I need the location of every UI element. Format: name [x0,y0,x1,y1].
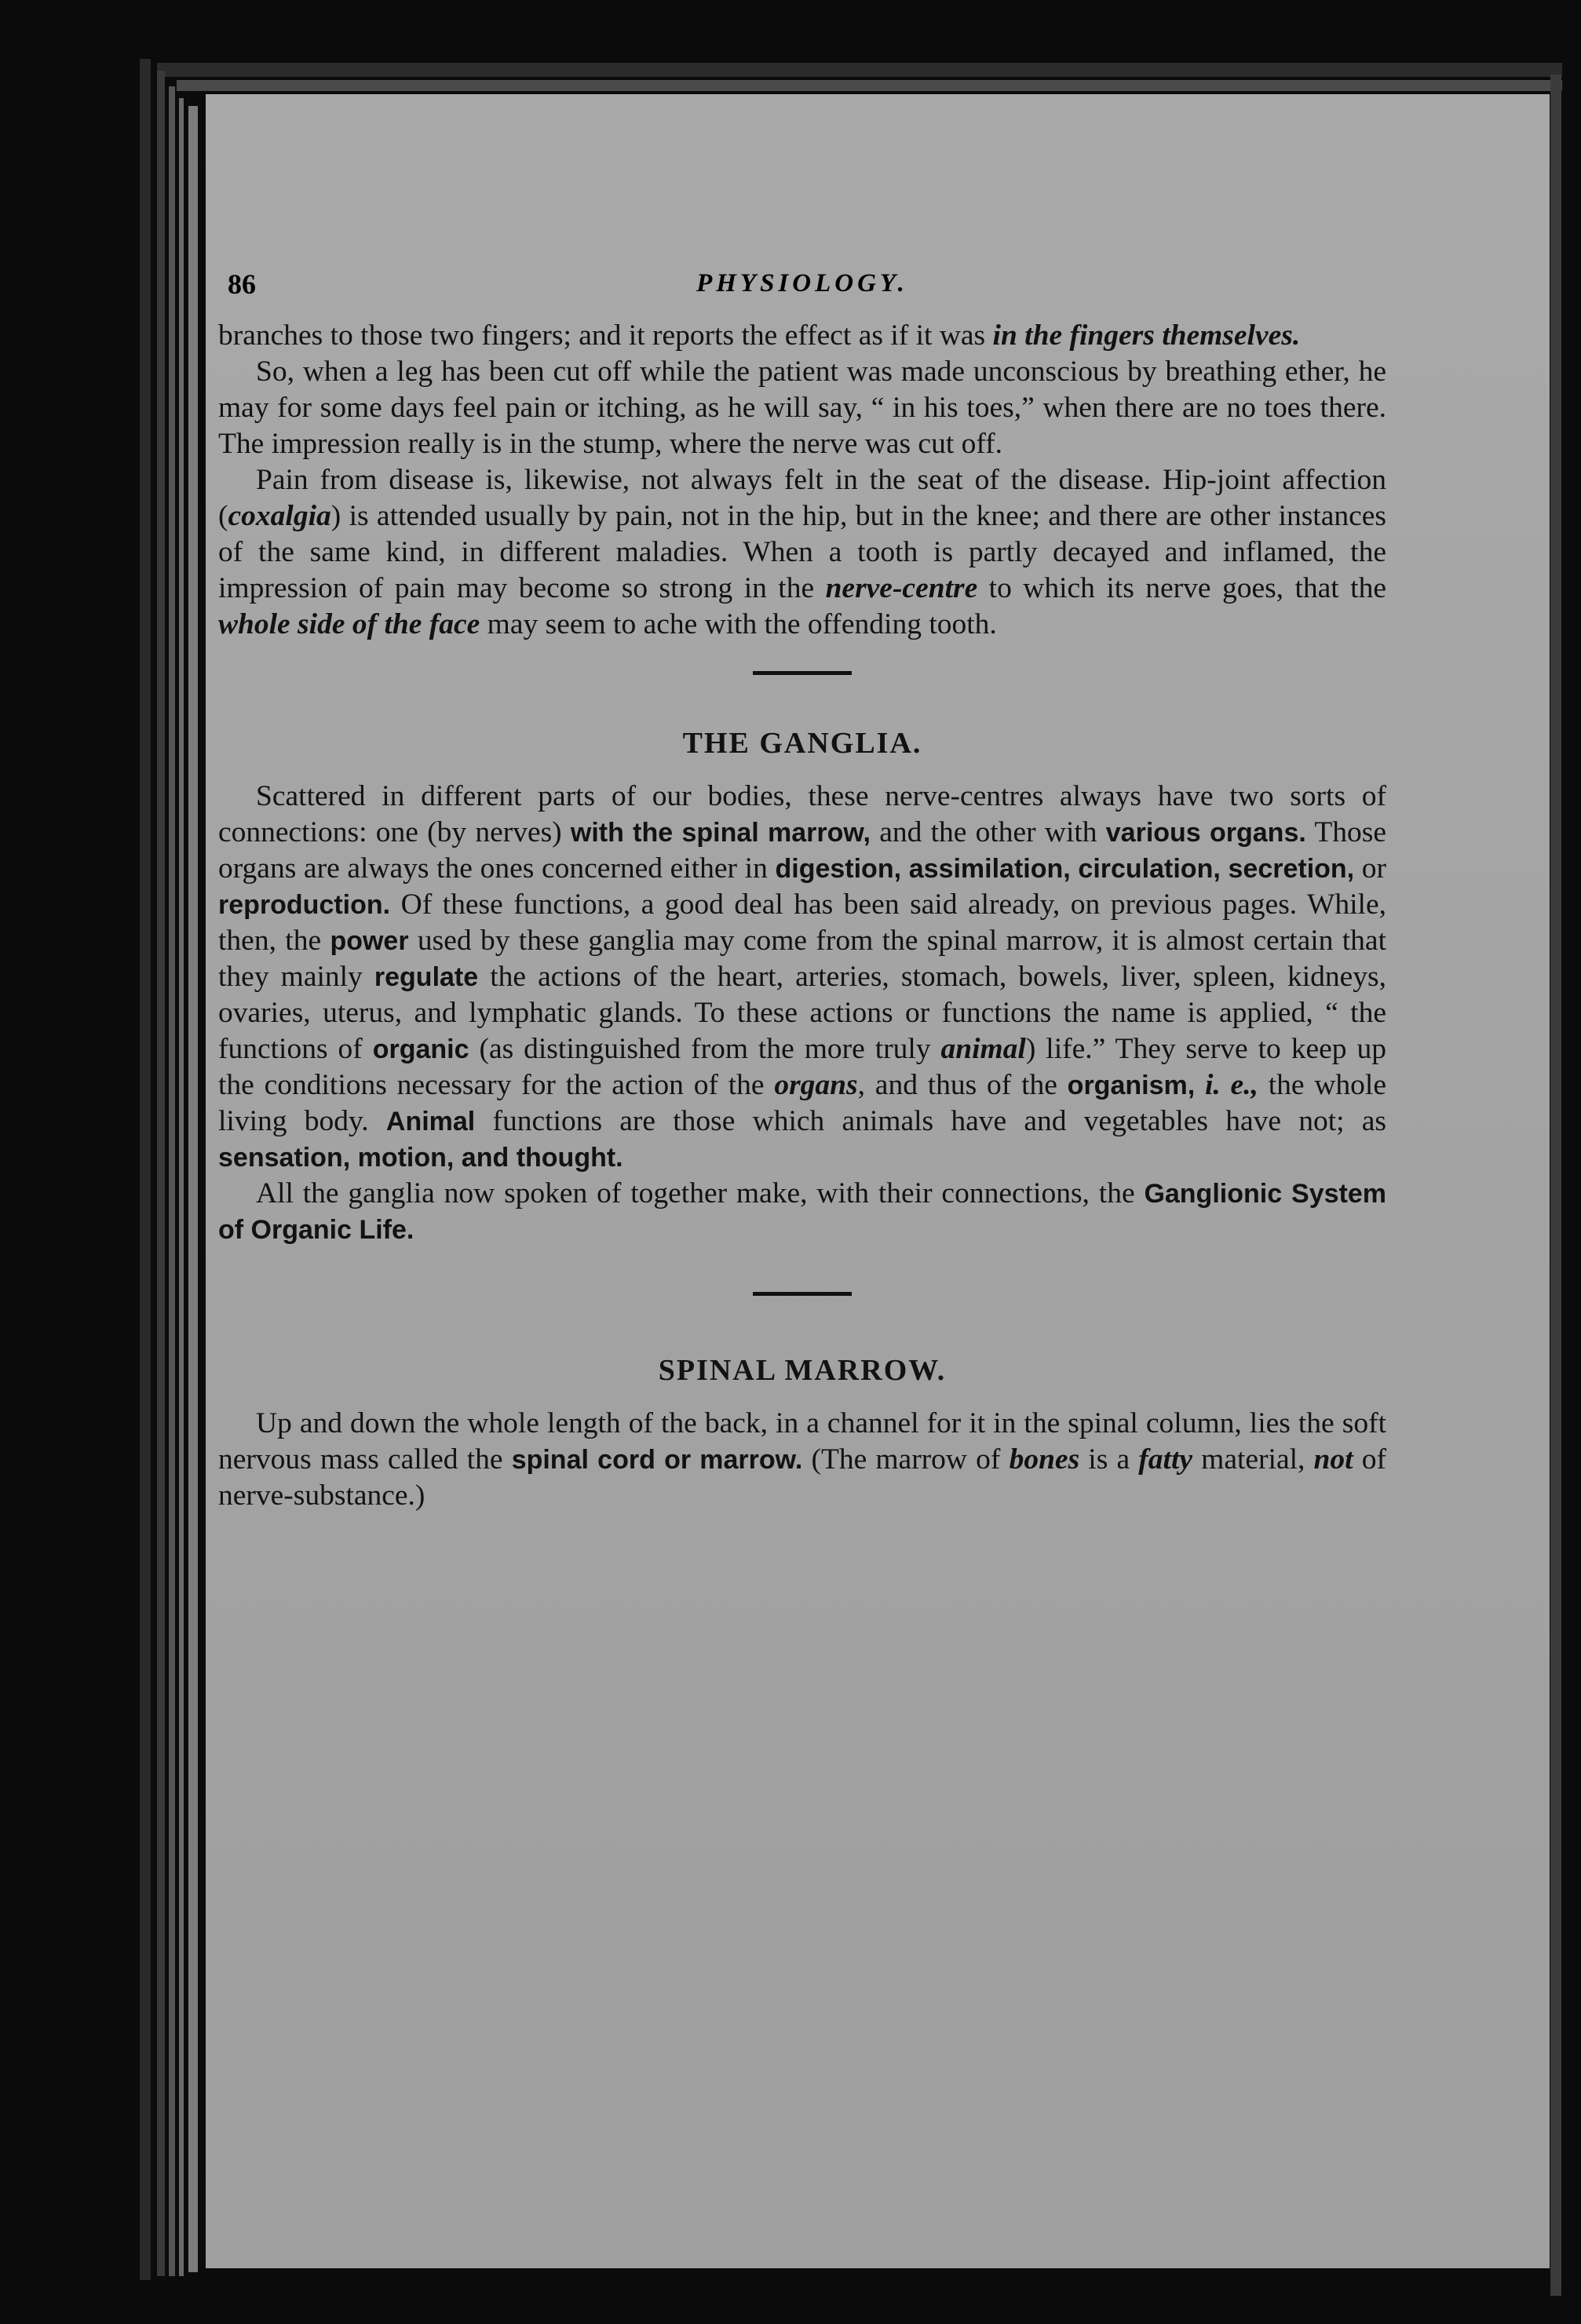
text-run: the actions of the heart, arteries, stomach, bowels, liver, spleen, kidneys, ovaries, uterus, and lymphatic glands. To these actions or functions the name is applied, “ the functions of [218,961,1386,1065]
bold-term: Ganglionic System of Organic Life. [218,1179,1386,1245]
emphasis: bones [1009,1443,1080,1476]
emphasis: animal [940,1033,1026,1065]
bold-term: reproduction. [218,890,391,920]
bold-term: power [330,926,409,956]
text-run: Scattered in different parts of our bodies, these nerve-centres always have two sorts of connections: one (by nerves) [218,780,1386,848]
book-edge-top [157,63,1562,77]
text-run: Those organs are always the ones concerned either in [218,816,1386,885]
emphasis: organs [774,1069,858,1101]
emphasis: fatty [1138,1443,1193,1476]
text-run: All the ganglia now spoken of together make, with their connections, the [256,1177,1145,1209]
text-run: to which its nerve goes, that the [977,572,1386,604]
paragraph: So, when a leg has been cut off while the patient was made unconscious by breathing ether, he may for some days feel pain or itching, as he will say, “ in his toes,” when there are no toes there. The impression really is in the stump, where the nerve was cut off. [218,356,1386,460]
text-run: or [1354,852,1387,885]
text-run: (The marrow of [802,1443,1010,1476]
text-run: material, [1192,1443,1314,1476]
bold-term: spinal cord or marrow. [511,1445,803,1475]
paragraph [218,779,1386,1176]
text-run: may seem to ache with the offending tooth. [480,608,997,640]
bold-term: regulate [374,962,479,992]
text-run: is a [1079,1443,1139,1476]
bold-term: with the spinal marrow, [570,818,871,848]
book-edge-left [188,106,198,2272]
section-heading: SPINAL MARROW. [658,1354,947,1387]
paragraph [218,1176,1386,1248]
paragraph [218,318,1386,354]
text-run: the whole living body. [218,1069,1386,1137]
text-run: of nerve-substance.) [218,1443,1386,1512]
bold-term: organism, [1067,1071,1196,1100]
emphasis: whole side of the face [218,608,480,640]
book-edge-left [179,98,184,2276]
bold-term: organic [372,1034,469,1064]
emphasis: not [1313,1443,1353,1476]
text-run: Pain from disease is, likewise, not always felt in the seat of the disease. Hip-joint affection ( [218,464,1386,532]
text-run: used by these ganglia may come from the spinal marrow, it is almost certain that they mainly [218,925,1386,993]
bold-term: digestion, assimilation, circulation, secretion, [775,854,1355,884]
text-run: branches to those two fingers; and it reports the effect as if it was [218,319,993,352]
emphasis: in the fingers themselves. [992,319,1301,352]
text-run: and the other with [871,816,1106,848]
emphasis: i. e., [1195,1069,1258,1101]
bold-term: various organs. [1105,818,1306,848]
page-number: 86 [228,268,256,300]
book-edge-left [140,59,151,2280]
paragraph [218,1406,1386,1514]
section-heading: THE GANGLIA. [682,727,922,760]
page-body [218,318,1386,1514]
book-edge-top-inner [177,80,1562,91]
bold-term: sensation, motion, and thought. [218,1143,623,1173]
text-run: ) is attended usually by pain, not in the hip, but in the knee; and there are other instances of the same kind, in different maladies. When a tooth is partly decayed and inflamed, the impression of pain may become so strong in the [218,500,1386,604]
text-run: Up and down the whole length of the back, in a channel for it in the spinal column, lies the soft nervous mass called the [218,1407,1386,1476]
book-edge-left [157,71,165,2276]
text-run: ) life.” They serve to keep up the conditions necessary for the action of the [218,1033,1386,1101]
bold-term: Animal [385,1107,476,1136]
book-edge-left [169,86,175,2276]
running-head [218,263,1386,310]
paragraph [218,462,1386,643]
emphasis: nerve-centre [825,572,978,604]
emphasis: coxalgia [228,500,331,532]
running-title: PHYSIOLOGY. [696,269,908,297]
text-run: functions are those which animals have and vegetables have not; as [475,1105,1386,1137]
text-run: , and thus of the [857,1069,1068,1101]
book-edge-right [1550,75,1561,2296]
text-run: (as distinguished from the more truly [469,1033,941,1065]
text-run: Of these functions, a good deal has been said already, on previous pages. While, then, the [218,888,1386,957]
